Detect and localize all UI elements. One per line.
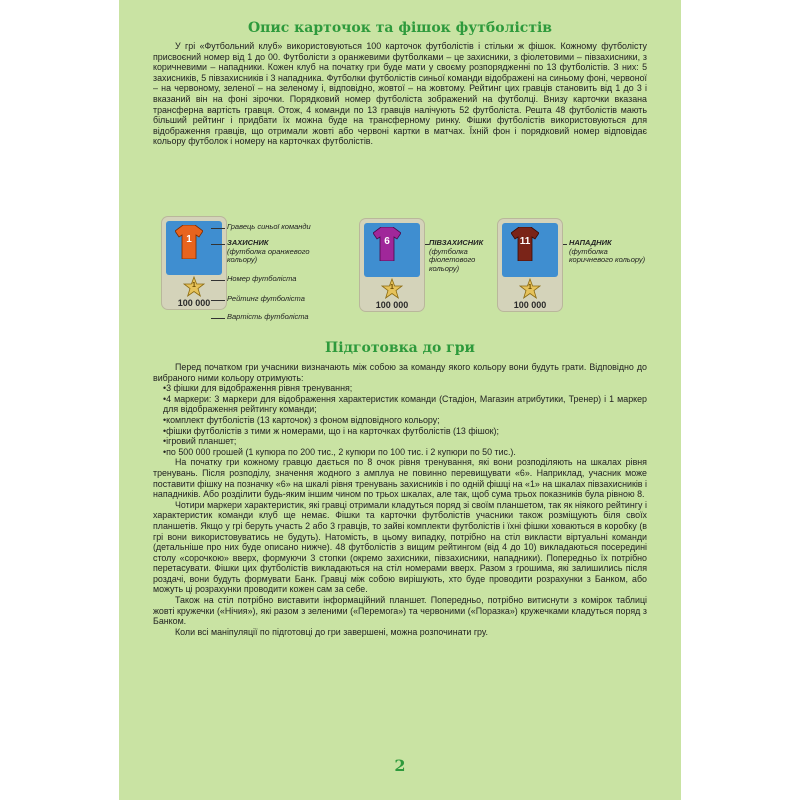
preparation-paragraph: Коли всі маніпуляції по підготовці до гри завершені, можна розпочинати гру. <box>175 626 488 637</box>
leader-line <box>211 318 225 319</box>
card-rating: 1 <box>192 282 196 289</box>
leader-line <box>211 300 225 301</box>
cards-paragraph: У грі «Футбольний клуб» використовуються 100 карточок футболістів і стільки ж фішок. Кожному футболісту присвоєний номер від 1 до 00. Футболісти з оранжевими футболками – це захисники, з фіолетовими – півзахисники, з коричневими – нападники. Кожен клуб на початку гри буде мати у своєму розпорядженні по 13 футболістів. З них: 5 захисників, 5 півзахисників і 3 нападника. Футболки футболістів синьої команди відображені на синьому фоні, червоної – на червоному, зеленої – на зеленому і, відповідно, жовтої – на жовтому. Рейтинг цих гравців становить від 1 до 3 і вказаний він на фоні зірочки. Порядковий номер футболіста зображений на футболці. Внизу карточки вказана трансферна вартість гравця. Отож, 4 команди по 13 гравців налічують 52 футболіста. Решта 48 футболістів мають більший рейтинг і придбати їх можна буде на трансферному ринку. Фішки футболістів використовуються для відображення гравців, що отримали жовті або червоні картки в матчах. Їхній фон і порядковий номер відповідає кольору футболок і номеру на карточках футболістів. <box>153 41 647 147</box>
callout-midfielder-sub: (футболка фіолетового кольору) <box>429 246 476 273</box>
leader-line <box>211 280 225 281</box>
list-item: • 4 маркери: 3 маркери для відображення характеристик команди (Стадіон, Магазин атрибутики, Тренер) і 1 маркер для відображення рейтингу команди; <box>163 394 647 415</box>
leader-line <box>211 244 225 245</box>
callout-rating: Рейтинг футболіста <box>227 294 305 303</box>
callout-forward-title: НАПАДНИК <box>569 238 612 247</box>
card-forward <box>497 218 563 312</box>
list-item: • ігровий планшет; <box>163 436 647 447</box>
callout-defender-title: ЗАХИСНИК <box>227 238 269 247</box>
card-price: 100 000 <box>375 300 409 310</box>
callout-number: Номер футболіста <box>227 274 297 283</box>
callout-midfielder <box>429 239 495 273</box>
callout-defender <box>227 239 337 265</box>
preparation-text <box>153 362 647 637</box>
leader-line <box>211 228 225 229</box>
preparation-list <box>153 383 647 457</box>
callout-forward-sub: (футболка коричневого кольору) <box>569 246 646 264</box>
card-defender <box>161 216 227 310</box>
leader-line <box>563 244 567 245</box>
page <box>119 0 681 800</box>
callout-defender-sub: (футболка оранжевого кольору) <box>227 246 310 264</box>
preparation-paragraph: На початку гри кожному гравцю дається по 8 очок рівня тренування, які вони розподіляють на шкалах рівня тренувань. Після розподілу, значення жодного з амплуа не повинно перевищувати «6». Наприклад, учасник може поставити фішку на позначку «6» на шкалі рівня тренувань захисників і по одній фішці на «1» на шкалах півзахисників і нападників. Або розділити будь-яким іншим чином по трьох шкалах, але так, щоб сума трьох показників була рівною 8. <box>153 457 647 500</box>
list-item: • фішки футболістів з тими ж номерами, що і на карточках футболістів (13 фішок); <box>163 426 647 437</box>
callout-team-player: Гравець синьої команди <box>227 222 311 231</box>
card-examples <box>119 214 681 336</box>
callout-midfielder-title: ПІВЗАХИСНИК <box>429 238 484 247</box>
callout-value: Вартість футболіста <box>227 312 309 321</box>
section-title-preparation: Підготовка до гри <box>325 340 475 356</box>
card-price: 100 000 <box>513 300 547 310</box>
list-item: • 3 фішки для відображення рівня тренування; <box>163 383 647 394</box>
list-item: • по 500 000 грошей (1 купюра по 200 тис., 2 купюри по 100 тис. і 2 купюри по 50 тис.). <box>163 447 647 458</box>
preparation-paragraph: Чотири маркери характеристик, які гравці отримали кладуться поряд зі своїм планшетом, так як ніякого рейтингу і характеристик команди клуб ще немає. Фішки та карточки футболістів учасники також розміщують біля своїх планшетів. Якщо у грі беруть участь 2 або 3 гравців, то зайві комплекти футболістів і їхні фішки ховаються в коробку (в грі вони використовуватись не будуть). Натомість, в цьому випадку, потрібно на стіл викласти віртуальні команди (детальніше про них буде описано нижче). 48 футболістів з вищим рейтингом (від 4 до 10) викладаються посередині столу «сорочкою» вверх, формуючи 3 стопки (окремо захисники, півзахисники, нападники). Попередньо їх потрібно перетасувати. Фішки цих футболістів викладаються на стіл номерами вверх. Разом з грошима, які залишились після роздачі, вони будуть формувати Банк. Гравці між собою вирішують, хто буде проводити розрахунки з Банком, або можуть ці розрахунки проводити кожен сам за себе. <box>153 499 647 595</box>
cards-description <box>153 41 647 147</box>
list-item: • комплект футболістів (13 карточок) з фоном відповідного кольору; <box>163 415 647 426</box>
card-price: 100 000 <box>177 298 211 308</box>
preparation-paragraph: Також на стіл потрібно виставити інформаційний планшет. Попередньо, потрібно витиснути з комірок таблиці жовті кружечки («Нічия»), які разом з зеленими («Перемога») та червоними («Поразка») кружечками кладуться поряд з Банком. <box>153 595 647 627</box>
page-number: 2 <box>394 756 406 775</box>
callout-forward <box>569 239 649 265</box>
card-number: 6 <box>384 236 390 247</box>
card-rating: 1 <box>390 284 394 291</box>
card-rating: 1 <box>528 284 532 291</box>
section-title-cards: Опис карточок та фішок футболістів <box>247 20 553 36</box>
card-number: 11 <box>519 236 531 247</box>
card-midfielder <box>359 218 425 312</box>
card-number: 1 <box>186 234 192 245</box>
preparation-intro: Перед початком гри учасники визначають між собою за команду якого кольору вони будуть грати. Відповідно до вибраного ними кольору отримують: <box>153 362 647 383</box>
